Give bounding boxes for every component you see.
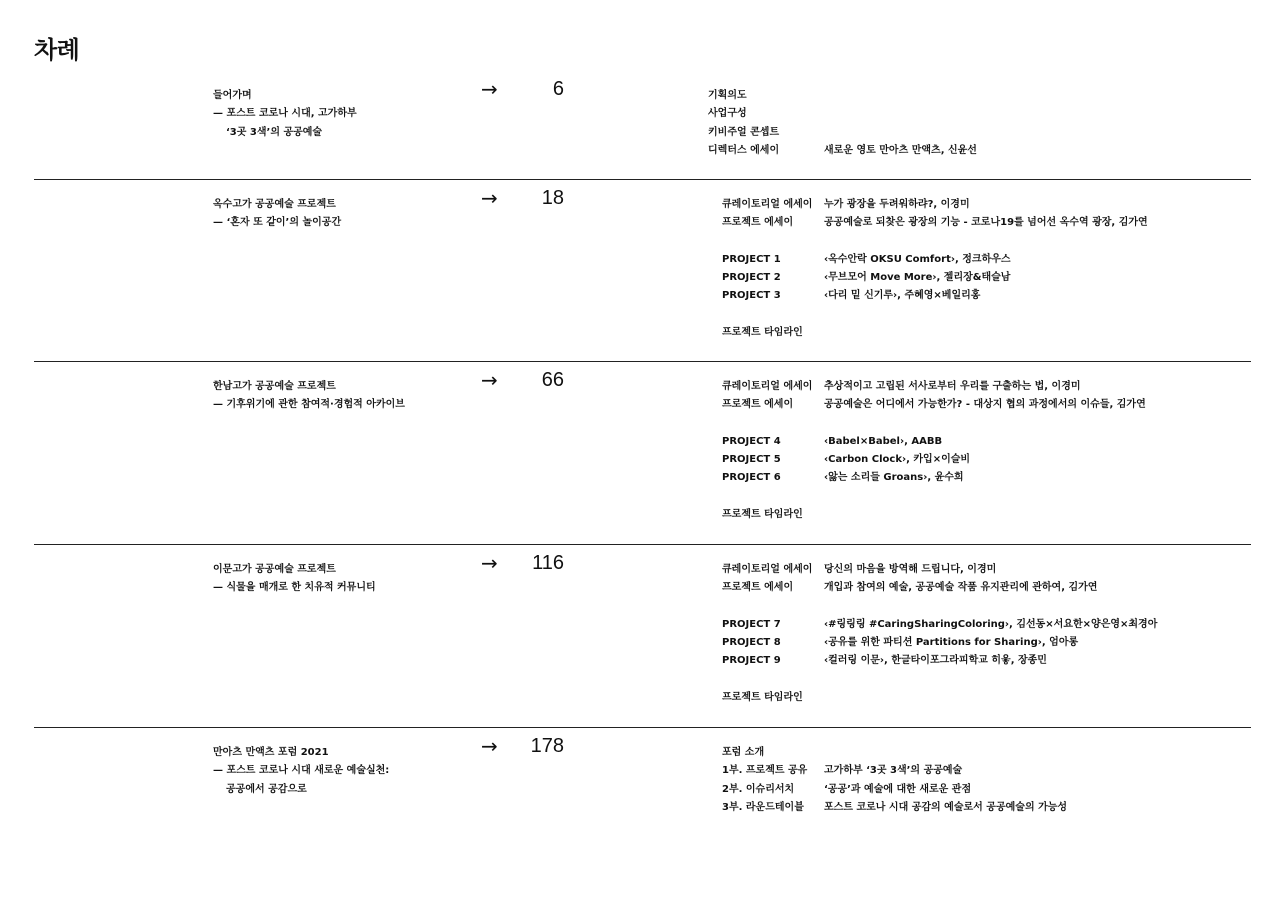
- section-title-line: — 기후위기에 관한 참여적·경험적 아카이브: [213, 399, 405, 411]
- section-divider: [34, 544, 1251, 545]
- entry-value: 포스트 코로나 시대 공감의 예술로서 공공예술의 가능성: [824, 801, 1068, 813]
- entry-value: 고가하부 ‘3곳 3색’의 공공예술: [824, 765, 963, 777]
- entry-value: 공공예술로 되찾은 광장의 기능 - 코로나19를 넘어선 옥수역 광장, 김가연: [824, 217, 1148, 229]
- entry-value: ‹다리 밑 신기루›, 주혜영×베일리홍: [824, 290, 981, 302]
- section-divider: [34, 727, 1251, 728]
- entry-value: 공공예술은 어디에서 가능한가? - 대상지 협의 과정에서의 이슈들, 김가연: [824, 399, 1146, 411]
- entry-label: 1부. 프로젝트 공유: [722, 765, 808, 777]
- entry-label: PROJECT 1: [722, 253, 781, 265]
- entry-label: PROJECT 5: [722, 454, 781, 466]
- entry-label: 2부. 이슈리서치: [722, 783, 795, 795]
- entry-label: 디렉터스 에세이: [708, 144, 780, 156]
- section-title: [213, 87, 473, 142]
- section-title-line: — 포스트 코로나 시대 새로운 예술실천:: [213, 765, 390, 777]
- page-number-link[interactable]: 116: [532, 552, 564, 574]
- entry-label: 큐레이토리얼 에세이: [722, 381, 813, 392]
- entry-label: 큐레이토리얼 에세이: [722, 564, 813, 575]
- entry-value: 당신의 마음을 방역해 드립니다, 이경미: [824, 564, 997, 575]
- entry-value: ‹무브모어 Move More›, 젤리장&태슬남: [824, 272, 1011, 284]
- entry-value: ‹Babel×Babel›, AABB: [824, 435, 943, 447]
- section-title-line: — ‘혼자 또 같이’의 놀이공간: [213, 217, 342, 229]
- entry-label: PROJECT 3: [722, 290, 781, 302]
- section-title-line: 공공에서 공감으로: [226, 783, 307, 795]
- section-title-line: 들어가며: [213, 90, 252, 101]
- entry-label: 키비주얼 콘셉트: [708, 126, 780, 138]
- entry-label: PROJECT 7: [722, 618, 781, 630]
- entry-label: 프로젝트 타임라인: [722, 509, 803, 521]
- page-number-link[interactable]: 66: [541, 369, 564, 391]
- entry-label: PROJECT 4: [722, 435, 781, 447]
- section-title: [213, 744, 473, 799]
- entry-value: ‹Carbon Clock›, 카입×이슬비: [824, 454, 971, 466]
- entry-label: 프로젝트 타임라인: [722, 692, 803, 704]
- entry-label: 프로젝트 타임라인: [722, 327, 803, 339]
- entry-label: PROJECT 9: [722, 655, 781, 667]
- page-number-link[interactable]: 178: [530, 735, 564, 757]
- page-number-link[interactable]: 6: [552, 78, 564, 100]
- page-title: 차례: [34, 36, 80, 64]
- arrow-right-icon: →: [481, 551, 498, 575]
- section-title-line: — 식물을 매개로 한 치유적 커뮤니티: [213, 582, 376, 594]
- arrow-right-icon: →: [481, 186, 498, 210]
- section-title-line: — 포스트 코로나 시대, 고가하부: [213, 108, 357, 120]
- section-title: [213, 196, 473, 233]
- section-title-line: 만아츠 만액츠 포럼 2021: [213, 747, 329, 758]
- entry-value: ‘공공’과 예술에 대한 새로운 관점: [824, 783, 972, 795]
- section-divider: [34, 361, 1251, 362]
- entry-label: 3부. 라운드테이블: [722, 801, 804, 813]
- section-title-line: 옥수고가 공공예술 프로젝트: [213, 199, 336, 210]
- entry-label: 프로젝트 에세이: [722, 582, 794, 594]
- page-number-link[interactable]: 18: [541, 187, 564, 209]
- entry-label: 프로젝트 에세이: [722, 399, 794, 411]
- section-title: [213, 561, 473, 598]
- entry-label: 프로젝트 에세이: [722, 217, 794, 229]
- entry-value: 누가 광장을 두려워하랴?, 이경미: [824, 199, 970, 210]
- entry-value: ‹공유를 위한 파티션 Partitions for Sharing›, 엄아롱: [824, 637, 1079, 649]
- entry-label: PROJECT 2: [722, 272, 781, 284]
- entry-label: 포럼 소개: [722, 747, 765, 758]
- entry-value: ‹#링링링 #CaringSharingColoring›, 김선동×서요한×양은영×최경아: [824, 618, 1158, 630]
- entry-label: PROJECT 8: [722, 637, 781, 649]
- arrow-right-icon: →: [481, 734, 498, 758]
- entry-value: 새로운 영토 만아츠 만액츠, 신윤선: [824, 144, 977, 156]
- arrow-right-icon: →: [481, 77, 498, 101]
- section-title-line: 이문고가 공공예술 프로젝트: [213, 564, 336, 575]
- entry-value: ‹컬러링 이문›, 한글타이포그라피학교 히읗, 장종민: [824, 655, 1047, 667]
- section-title-line: 한남고가 공공예술 프로젝트: [213, 381, 336, 392]
- arrow-right-icon: →: [481, 368, 498, 392]
- entry-value: 추상적이고 고립된 서사로부터 우리를 구출하는 법, 이경미: [824, 381, 1081, 392]
- entry-label: 큐레이토리얼 에세이: [722, 199, 813, 210]
- entry-label: 기획의도: [708, 90, 747, 101]
- section-divider: [34, 179, 1251, 180]
- entry-label: 사업구성: [708, 108, 747, 120]
- section-title-line: ‘3곳 3색’의 공공예술: [226, 126, 323, 138]
- entry-label: PROJECT 6: [722, 472, 781, 484]
- entry-value: ‹옥수안락 OKSU Comfort›, 정크하우스: [824, 253, 1011, 265]
- entry-value: 개입과 참여의 예술, 공공예술 작품 유지관리에 관하여, 김가연: [824, 582, 1098, 594]
- section-title: [213, 378, 473, 415]
- entry-value: ‹앓는 소리들 Groans›, 윤수희: [824, 472, 964, 484]
